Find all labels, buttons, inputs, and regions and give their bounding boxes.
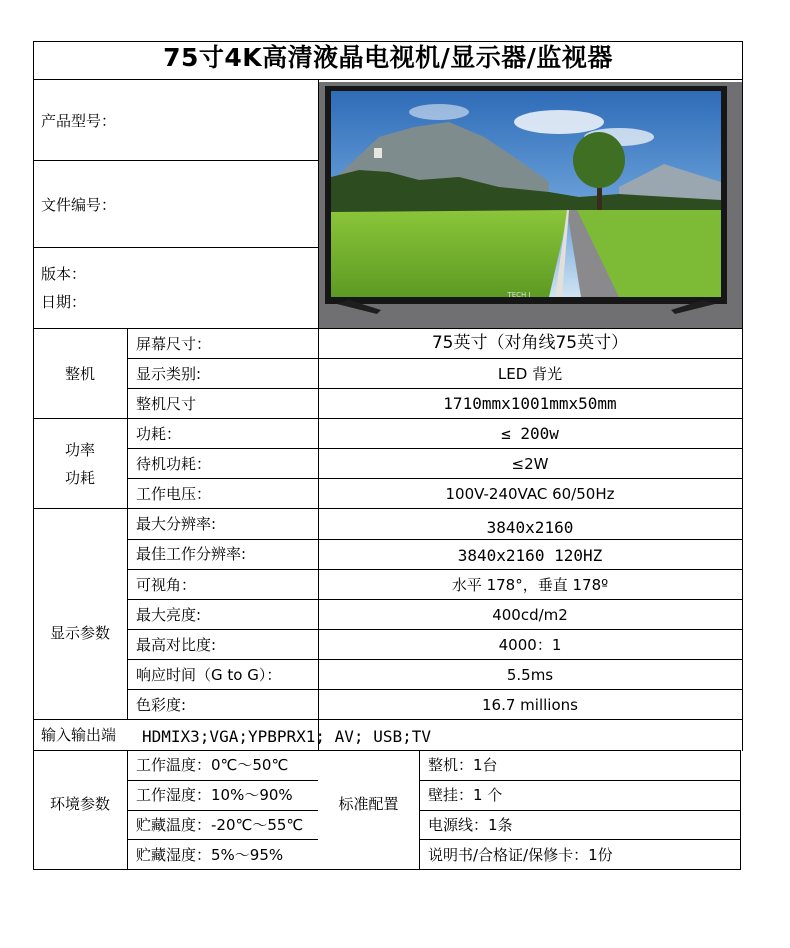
group-io: 输入输出端: [41, 726, 117, 744]
group-power-line2: 功耗: [64, 469, 95, 487]
spec-value: 400cd/m2: [492, 606, 568, 624]
spec-value: ≤ 200w: [501, 424, 559, 443]
spec-label: 响应时间（G to G）：: [136, 666, 282, 684]
env-item: 贮藏温度：-20℃～55℃: [136, 816, 304, 834]
spec-label: 最高对比度:: [136, 636, 217, 654]
spec-label: 色彩度:: [136, 696, 187, 714]
page-title: 75寸4K高清液晶电视机/显示器/监视器: [163, 43, 613, 72]
config-item: 整机：1台: [428, 756, 498, 774]
spec-value: 16.7 millions: [482, 696, 578, 714]
version-label: 版本：: [41, 265, 87, 283]
document-number-label: 文件编号：: [41, 196, 117, 214]
config-item: 电源线：1条: [428, 816, 513, 834]
spec-value: ≤2W: [511, 455, 549, 473]
spec-label: 可视角：: [136, 576, 197, 594]
env-item: 工作湿度：10%～90%: [136, 786, 293, 804]
spec-label: 工作电压：: [136, 485, 212, 503]
env-item: 贮藏湿度：5%～95%: [136, 846, 284, 864]
spec-value: 水平 178°，垂直 178º: [451, 576, 609, 594]
spec-label: 显示类别:: [136, 365, 202, 383]
io-ports-value: HDMIX3;VGA;YPBPRX1; AV; USB;TV: [142, 727, 431, 746]
spec-label: 最佳工作分辨率:: [136, 545, 247, 563]
date-label: 日期：: [41, 293, 87, 311]
product-image: [319, 82, 742, 328]
config-item: 壁挂：1 个: [428, 786, 503, 804]
group-environment: 环境参数: [49, 795, 110, 813]
config-item: 说明书/合格证/保修卡：1份: [428, 846, 613, 864]
spec-value: 100V-240VAC 60/50Hz: [445, 485, 615, 503]
group-machine: 整机: [64, 365, 95, 383]
spec-label: 最大亮度:: [136, 606, 202, 624]
spec-label: 屏幕尺寸：: [136, 335, 212, 353]
spec-value: 1710mmx1001mmx50mm: [443, 394, 617, 413]
spec-label: 待机功耗：: [136, 455, 212, 473]
model-label: 产品型号：: [41, 112, 117, 130]
spec-value: 3840x2160: [486, 518, 574, 537]
spec-label: 最大分辨率:: [136, 515, 217, 533]
group-display: 显示参数: [49, 624, 110, 642]
spec-label: 整机尺寸: [136, 395, 197, 413]
spec-value: 5.5ms: [506, 666, 554, 684]
group-power-line1: 功率: [64, 441, 95, 459]
group-standard-config: 标准配置: [338, 795, 399, 813]
env-item: 工作温度：0℃～50℃: [136, 756, 289, 774]
spec-value: 3840x2160 120HZ: [457, 546, 603, 565]
spec-value: LED 背光: [497, 365, 563, 383]
spec-label: 功耗：: [136, 425, 182, 443]
spec-value: 4000：1: [498, 636, 562, 654]
brand-logo-text: TECH I: [507, 291, 531, 299]
spec-value: 75英寸（对角线75英寸）: [431, 333, 629, 353]
